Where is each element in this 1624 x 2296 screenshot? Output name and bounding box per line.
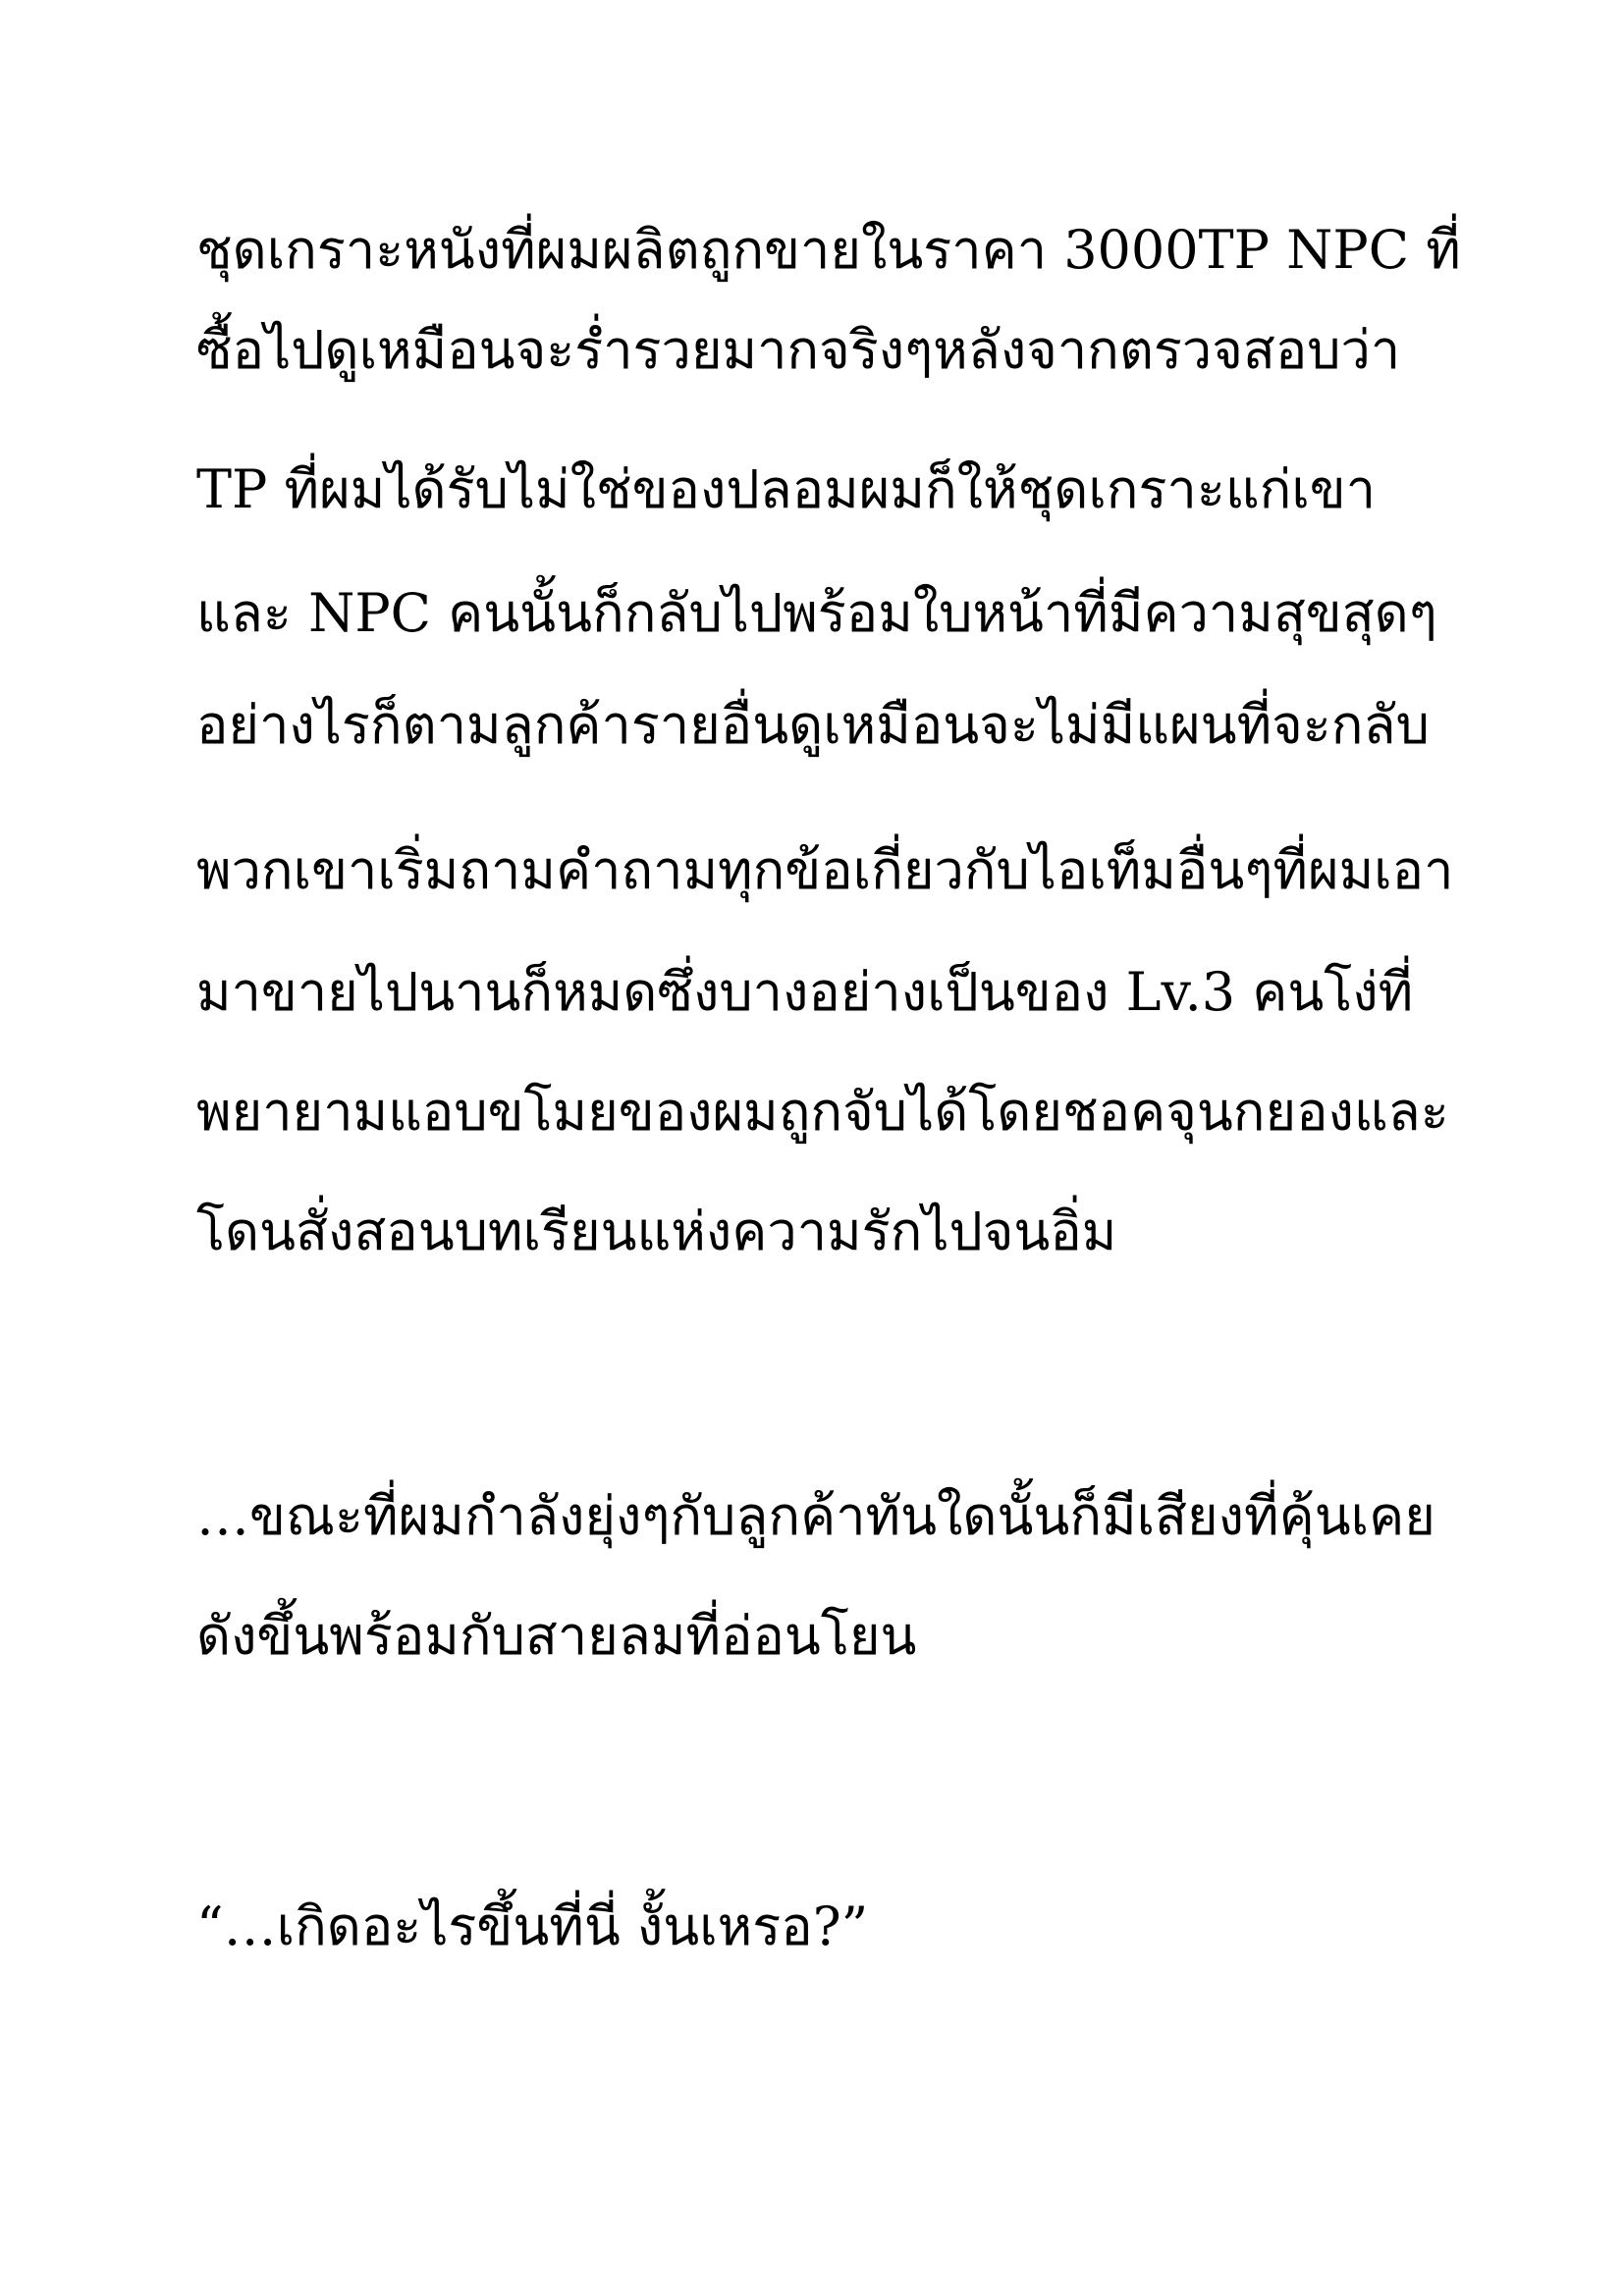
text-line: …ขณะที่ผมกำลังยุ่งๆกับลูกค้าทันใดนั้นก็มีเสียงที่คุ้นเคย (196, 1485, 1435, 1547)
dialogue-line: “…เกิดอะไรขึ้นที่นี่ งั้นเหรอ?” (196, 1896, 869, 1957)
text-line: ดังขึ้นพร้อมกับสายลมที่อ่อนโยน (196, 1605, 917, 1667)
text-line: มาขายไปนานก็หมดซึ่งบางอย่างเป็นของ Lv.3 คนโง่ที่ (196, 961, 1414, 1023)
text-line: ชุดเกราะหนังที่ผมผลิตถูกขายในราคา 3000TP NPC ที่ (196, 219, 1461, 281)
text-line: TP ที่ผมได้รับไม่ใช่ของปลอมผมก็ให้ชุดเกราะแก่เขา (196, 458, 1377, 520)
text-line: พยายามแอบขโมยของผมถูกจับได้โดยชอคจุนกยองและ (196, 1081, 1449, 1143)
text-line: ซื้อไปดูเหมือนจะร่ำรวยมากจริงๆหลังจากตรวจสอบว่า (196, 319, 1401, 381)
text-line: โดนสั่งสอนบทเรียนแห่งความรักไปจนอิ่ม (196, 1201, 1117, 1262)
text-line: และ NPC คนนั้นก็กลับไปพร้อมใบหน้าที่มีความสุขสุดๆ (196, 582, 1437, 644)
text-line: อย่างไรก็ตามลูกค้ารายอื่นดูเหมือนจะไม่มีแผนที่จะกลับ (196, 694, 1430, 756)
text-line: พวกเขาเริ่มถามคำถามทุกข้อเกี่ยวกับไอเท็มอื่นๆที่ผมเอา (196, 839, 1454, 901)
